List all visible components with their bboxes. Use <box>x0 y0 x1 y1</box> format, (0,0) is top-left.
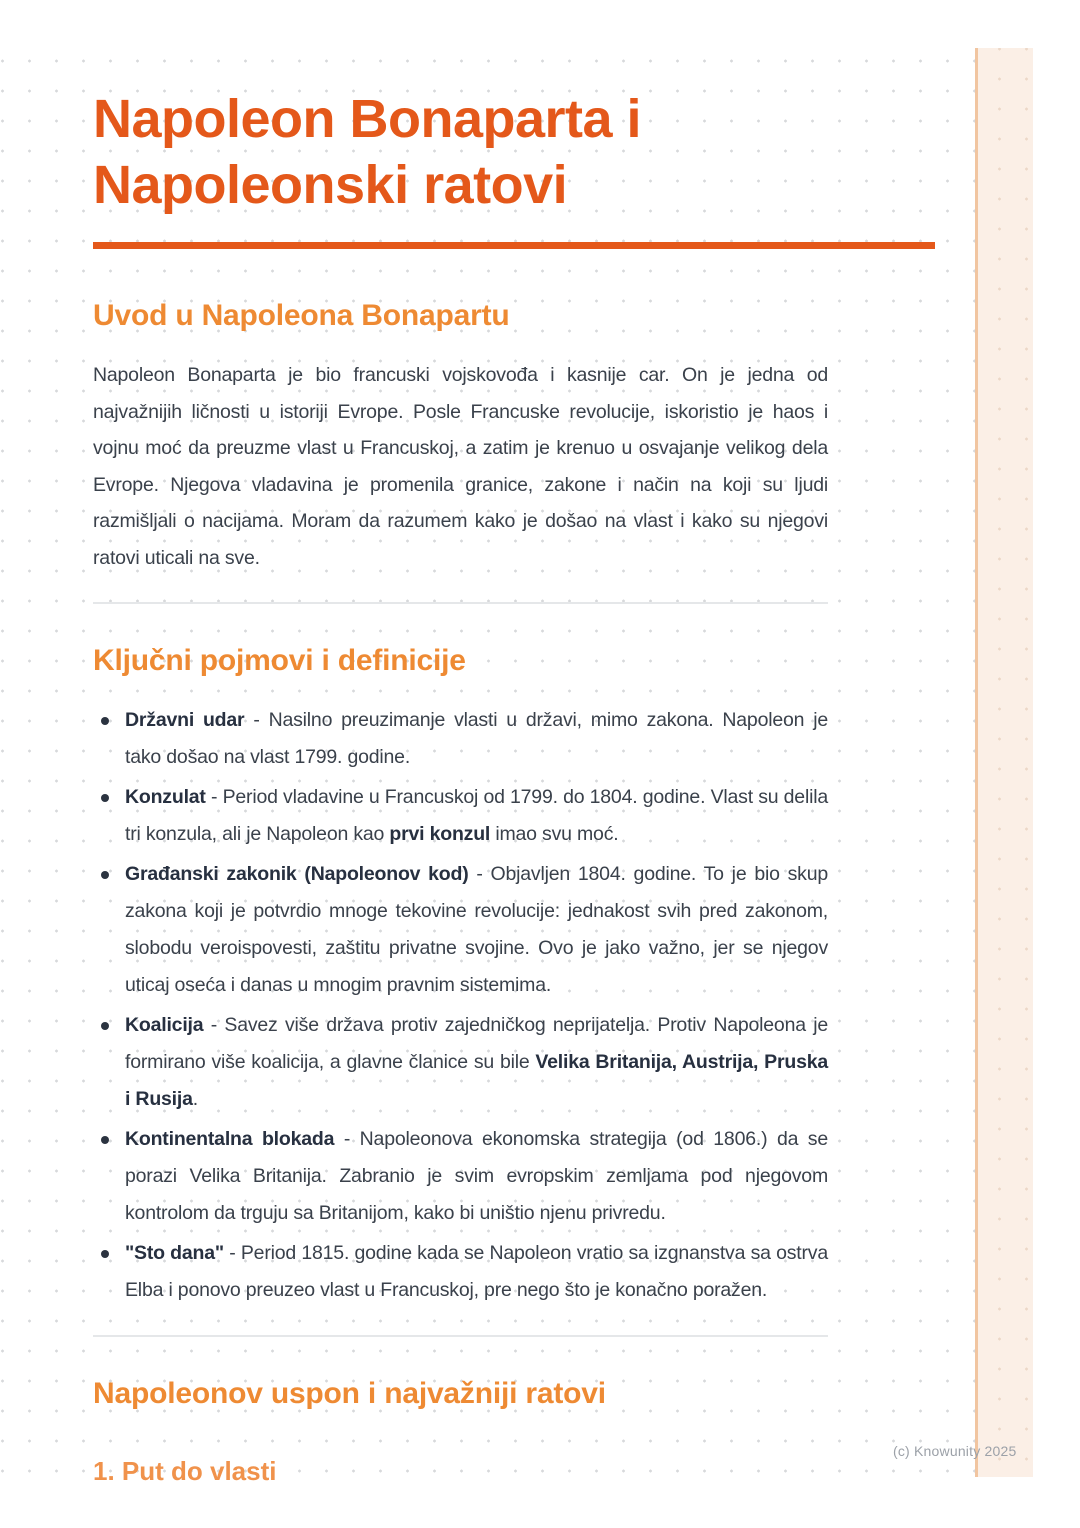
key-term-item: Koalicija - Savez više država protiv zajedničkog neprijatelja. Protiv Napoleona je formirano više koalicija, a glavne članice su bile Velika Britanija, Austrija, Pruska i Rusija. <box>125 1007 828 1118</box>
key-term-item: Državni udar - Nasilno preuzimanje vlasti u državi, mimo zakona. Napoleon je tako došao na vlast 1799. godine. <box>125 702 828 776</box>
watermark: (c) Knowunity 2025 <box>893 1443 1017 1459</box>
key-term-item: Konzulat - Period vladavine u Francuskoj od 1799. do 1804. godine. Vlast su delila tri konzula, ali je Napoleon kao prvi konzul imao svu moć. <box>125 779 828 853</box>
background-mask-bottom <box>0 1492 1080 1528</box>
key-term-item: Građanski zakonik (Napoleonov kod) - Objavljen 1804. godine. To je bio skup zakona koji je potvrdio mnoge tekovine revolucije: jednakost svih pred zakonom, slobodu veroispovesti, zaštitu privatne svojine. Ovo je jako važno, jer se njegov uticaj oseća i danas u mnogim pravnim sistemima. <box>125 856 828 1004</box>
document-content <box>93 0 828 1487</box>
key-term-item: Kontinentalna blokada - Napoleonova ekonomska strategija (od 1806.) da se porazi Velika Britanija. Zabranio je svim evropskim zemljama pod njegovom kontrolom da trguju sa Britanijom, kako bi uništio njenu privredu. <box>125 1121 828 1232</box>
background-mask-right <box>1036 0 1080 1528</box>
section-heading-intro: Uvod u Napoleona Bonapartu <box>93 299 510 332</box>
intro-paragraph: Napoleon Bonaparta je bio francuski vojskovođa i kasnije car. On je jedna od najvažnijih ličnosti u istoriji Evrope. Posle Francuske revolucije, iskoristio je haos i vojnu moć da preuzme vlast u Francuskoj, a zatim je krenuo u osvajanje velikog dela Evrope. Njegova vladavina je promenila granice, zakone i način na koji su ljudi razmišljali o nacijama. Moram da razumem kako je došao na vlast i kako su njegovi ratovi uticali na sve. <box>93 364 828 569</box>
key-term-item: "Sto dana" - Period 1815. godine kada se Napoleon vratio sa izgnanstva sa ostrva Elba i ponovo preuzeo vlast u Francuskoj, pre nego što je konačno poražen. <box>125 1235 828 1309</box>
title-rule <box>93 242 935 249</box>
page-title-line-1: Napoleon Bonaparta i <box>93 89 642 149</box>
key-terms-list <box>93 702 828 1309</box>
section-divider <box>93 602 828 604</box>
subsection-heading-path-to-power: 1. Put do vlasti <box>93 1456 277 1486</box>
page-title <box>93 86 828 218</box>
section-divider <box>93 1335 828 1337</box>
side-strip <box>975 48 1033 1477</box>
section-heading-rise: Napoleonov uspon i najvažniji ratovi <box>93 1377 606 1410</box>
page-title-line-2: Napoleonski ratovi <box>93 155 568 215</box>
section-heading-key-terms: Ključni pojmovi i definicije <box>93 644 466 677</box>
